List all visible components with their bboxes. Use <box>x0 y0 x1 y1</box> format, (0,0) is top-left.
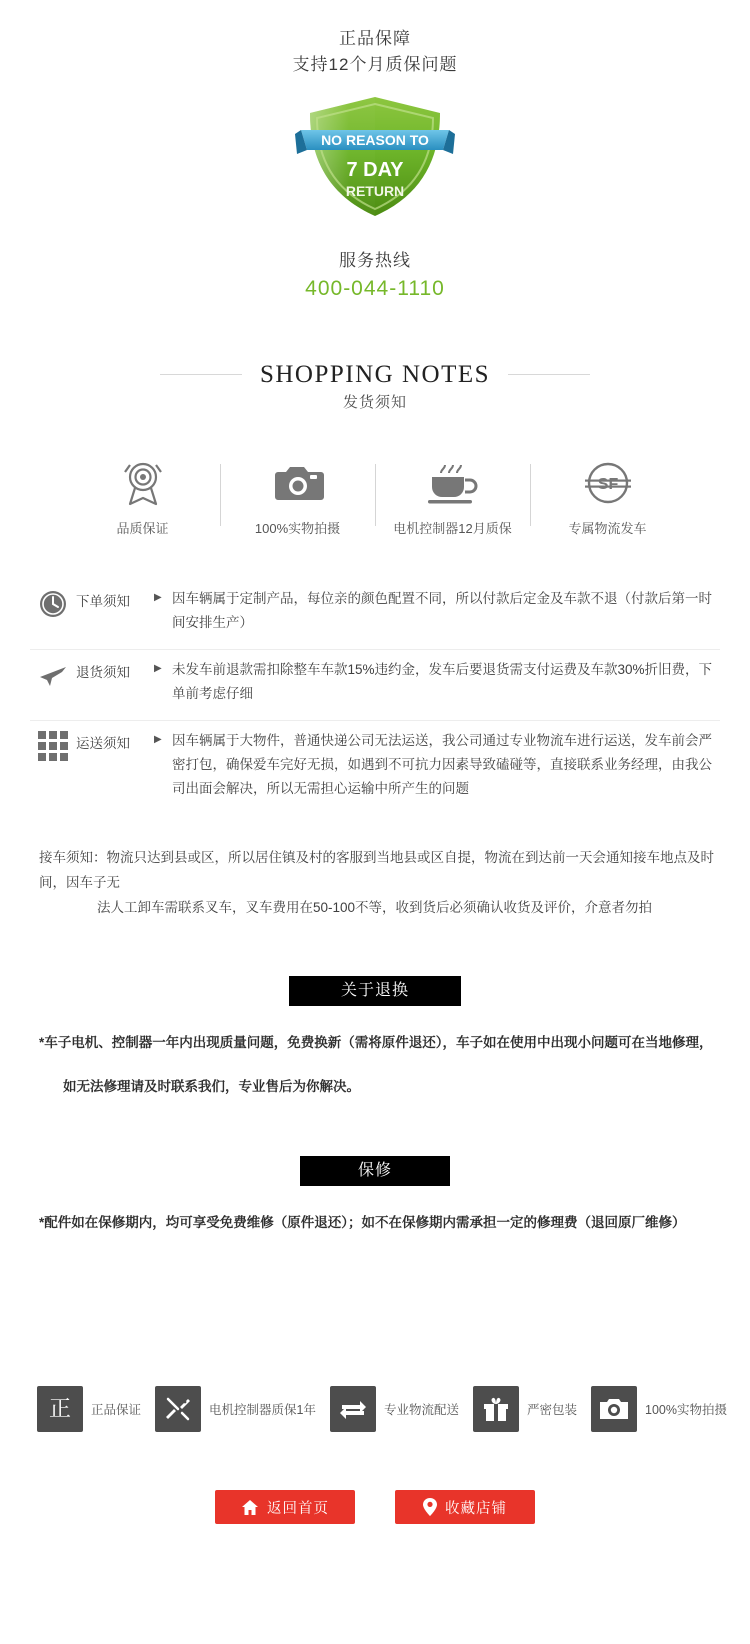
zheng-char-glyph: 正 <box>48 1396 71 1421</box>
feature-item-photo <box>220 460 375 537</box>
feature-item-logistics <box>530 460 685 537</box>
shopping-notes-title-en: SHOPPING NOTES <box>242 361 508 389</box>
warranty-line-1: *配件如在保修期内，均可享受免费维修（原件退还）；如不在保修期内需承担一定的修理费（退回原厂维修） <box>39 1215 686 1230</box>
badge-logistics <box>330 1386 459 1432</box>
zheng-char-icon <box>37 1386 83 1432</box>
shopping-notes-heading <box>0 361 750 412</box>
chevron-right-icon: ▶ <box>154 592 162 603</box>
badge-label: 100%实物拍摄 <box>645 1403 727 1417</box>
clock-icon <box>30 587 76 619</box>
badge-motor-warranty <box>155 1386 316 1432</box>
badge-label: 电机控制器质保1年 <box>209 1403 316 1417</box>
favorite-shop-label: 收藏店铺 <box>445 1500 507 1517</box>
chevron-right-icon: ▶ <box>154 663 162 674</box>
svg-text:NO REASON TO: NO REASON TO <box>321 132 429 148</box>
notice-row-shipping <box>30 721 720 815</box>
heading-divider <box>0 361 750 387</box>
badge-label: 严密包装 <box>526 1403 577 1417</box>
notice-row-return <box>30 650 720 721</box>
notice-row-order <box>30 579 720 650</box>
pickup-note-line-2: 法人工卸车需联系叉车，叉车费用在50-100不等，收到货后必须确认收货及评价，介意者勿拍 <box>97 900 653 915</box>
hotline-number: 400-044-1110 <box>305 277 445 300</box>
tools-icon <box>155 1386 201 1432</box>
feature-item-quality <box>65 460 220 537</box>
shopping-notes-title-cn: 发货须知 <box>342 394 407 411</box>
badge-label: 正品保证 <box>91 1403 142 1417</box>
notice-list <box>30 579 720 815</box>
camera-icon <box>226 460 369 506</box>
favorite-shop-button[interactable] <box>395 1490 535 1524</box>
sf-express-icon <box>536 460 679 506</box>
service-badge-strip <box>25 1386 725 1432</box>
svg-text:RETURN: RETURN <box>345 183 405 199</box>
guarantee-line-2: 支持12个月质保问题 <box>292 55 458 74</box>
camera-icon <box>591 1386 637 1432</box>
back-home-label: 返回首页 <box>267 1500 329 1517</box>
exchange-section-header: 关于退换 <box>289 976 461 1006</box>
exchange-paragraph <box>25 1030 725 1100</box>
svg-text:7 DAY: 7 DAY <box>346 159 404 181</box>
badge-real-photo <box>591 1386 727 1432</box>
svg-text:SF: SF <box>597 476 618 493</box>
feature-item-warranty <box>375 460 530 537</box>
chevron-right-icon: ▶ <box>154 734 162 745</box>
notice-text: 因车辆属于定制产品，每位亲的颜色配置不同，所以付款后定金及车款不退（付款后第一时间安排生产） <box>172 591 712 630</box>
bottom-button-row <box>0 1490 750 1564</box>
feature-list <box>65 460 685 537</box>
pickup-note <box>25 845 725 920</box>
warranty-section-header: 保修 <box>300 1156 450 1186</box>
medal-icon <box>71 460 214 506</box>
guarantee-section <box>0 0 750 301</box>
feature-label: 品质保证 <box>116 521 169 536</box>
badge-authentic <box>37 1386 141 1432</box>
location-pin-icon <box>423 1498 437 1516</box>
return-shield-badge <box>295 88 455 228</box>
badge-packaging <box>473 1386 577 1432</box>
airplane-icon <box>30 658 76 690</box>
gift-box-icon <box>473 1386 519 1432</box>
badge-label: 专业物流配送 <box>383 1403 459 1417</box>
feature-label: 电机控制器12月质保 <box>393 521 512 536</box>
exchange-line-2: 如无法修理请及时联系我们，专业售后为你解决。 <box>63 1079 360 1094</box>
notice-text: 因车辆属于大物件，普通快递公司无法运送，我公司通过专业物流车进行运送，发车前会严密打包，确保爱车完好无损，如遇到不可抗力因素导致磕碰等，直接联系业务经理，由我公司出面会解决，所以无需担心运输中所产生的问题 <box>172 733 712 796</box>
pickup-note-line-1: 接车须知：物流只达到县或区，所以居住镇及村的客服到当地县或区自提，物流在到达前一天会通知接车地点及时间，因车子无 <box>39 850 714 890</box>
notice-title: 下单须知 <box>76 594 130 609</box>
exchange-line-1: *车子电机、控制器一年内出现质量问题，免费换新（需将原件退还），车子如在使用中出现小问题可在当地修理， <box>39 1035 713 1050</box>
home-icon <box>241 1499 259 1516</box>
back-home-button[interactable] <box>215 1490 355 1524</box>
notice-title: 退货须知 <box>76 665 130 680</box>
warranty-paragraph <box>25 1210 725 1236</box>
refresh-arrows-icon <box>330 1386 376 1432</box>
hotline-label: 服务热线 <box>339 251 411 270</box>
feature-label: 专属物流发车 <box>568 521 647 536</box>
coffee-cup-icon <box>381 460 524 506</box>
grid-icon <box>30 729 76 761</box>
feature-label: 100%实物拍摄 <box>254 521 341 536</box>
notice-text: 未发车前退款需扣除整车车款15%违约金，发车后要退货需支付运费及车款30%折旧费，下单前考虑仔细 <box>172 662 713 701</box>
guarantee-line-1: 正品保障 <box>339 29 411 48</box>
notice-title: 运送须知 <box>76 736 130 751</box>
